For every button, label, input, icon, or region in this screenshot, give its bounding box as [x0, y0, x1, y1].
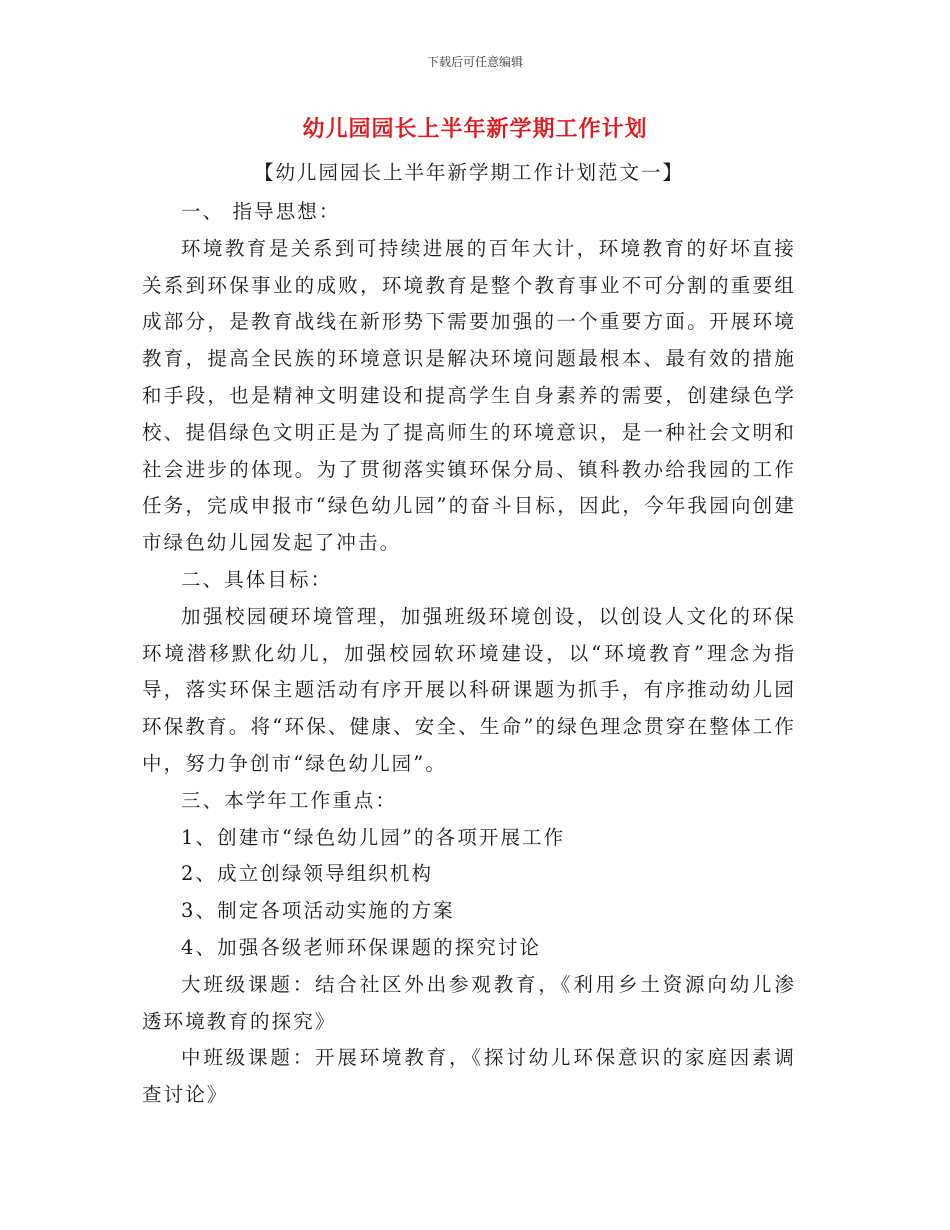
page-header-note: 下载后可任意编辑 — [426, 55, 523, 69]
document-title: 幼儿园园长上半年新学期工作计划 — [302, 117, 648, 142]
paragraph-guiding-thought: 环境教育是关系到可持续进展的百年大计，环境教育的好坏直接关系到环保事业的成败，环境教育是整个教育事业不可分割的重要组成部分，是教育战线在新形势下需要加强的一个重要方面。开展环境教育，提高全民族的环境意识是解决环境问题最根本、最有效的措施和手段，也是精神文明建设和提高学生自身素养的需要，创建绿色学校、提倡绿色文明正是为了提高师生的环境意识，是一种社会文明和社会进步的体现。为了贯彻落实镇环保分局、镇科教办给我园的工作任务，完成申报市“绿色幼儿园”的奋斗目标，因此，今年我园向创建市绿色幼儿园发起了冲击。 — [142, 236, 796, 555]
document-body — [142, 158, 796, 1114]
paragraph-middle-class-topic: 中班级课题：开展环境教育，《探讨幼儿环保意识的家庭因素调查讨论》 — [142, 1046, 796, 1107]
list-item-3: 3、制定各项活动实施的方案 — [181, 899, 455, 923]
section-heading-3: 三、本学年工作重点： — [181, 788, 398, 812]
list-item-1: 1、创建市“绿色幼儿园”的各项开展工作 — [181, 825, 566, 849]
document-subtitle: 【幼儿园园长上半年新学期工作计划范文一】 — [253, 161, 684, 184]
paragraph-specific-goals: 加强校园硬环境管理，加强班级环境创设，以创设人文化的环保环境潜移默化幼儿，加强校园软环境建设，以“环境教育”理念为指导，落实环保主题活动有序开展以科研课题为抓手，有序推动幼儿园环保教育。将“环保、健康、安全、生命”的绿色理念贯穿在整体工作中，努力争创市“绿色幼儿园”。 — [142, 604, 796, 775]
list-item-4: 4、加强各级老师环保课题的探究讨论 — [181, 935, 542, 959]
paragraph-senior-class-topic: 大班级课题：结合社区外出参观教育，《利用乡土资源向幼儿渗透环境教育的探究》 — [142, 972, 796, 1033]
section-heading-1: 一、 指导思想： — [181, 200, 341, 223]
section-heading-2: 二、具体目标： — [181, 567, 333, 591]
list-item-2: 2、成立创绿领导组织机构 — [181, 862, 434, 886]
